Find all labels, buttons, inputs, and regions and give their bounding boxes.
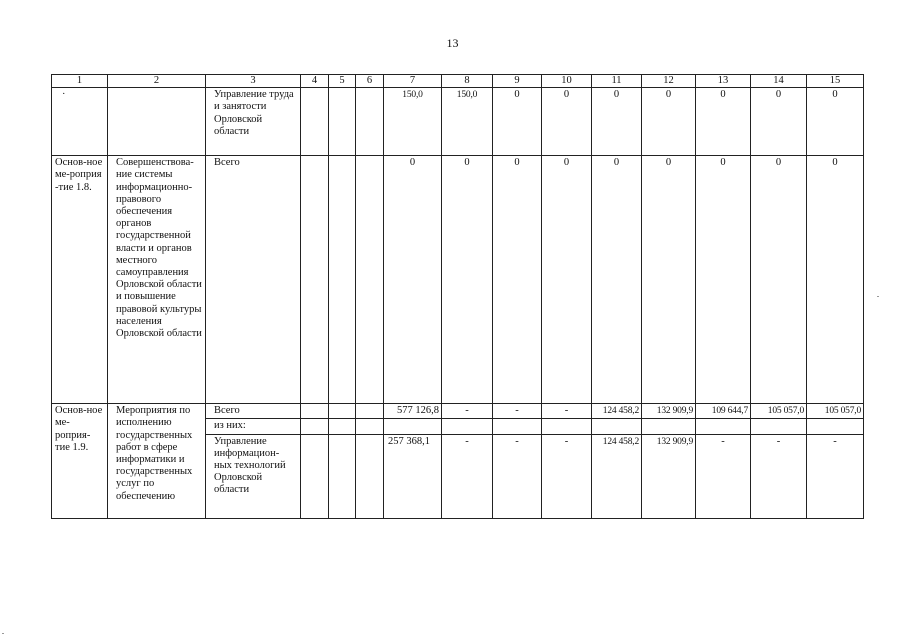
table-row [52,404,864,419]
value-cell: - [442,404,493,419]
value-cell: - [542,434,592,518]
executor-cell: Всего [206,404,301,419]
value-cell: 0 [807,88,864,156]
value-cell: 0 [642,156,696,404]
value-cell: - [542,404,592,419]
value-cell: 0 [542,88,592,156]
value-cell: 0 [592,88,642,156]
executor-cell: из них: [206,419,301,434]
table-row [52,88,864,156]
value-cell: 0 [542,156,592,404]
column-number: 4 [301,75,329,88]
value-cell: 0 [696,88,751,156]
value-cell: 0 [442,156,493,404]
value-cell: - [807,434,864,518]
value-cell: 124 458,2 [592,404,642,419]
executor-cell: Управление труда и занятости Орловской области [206,88,301,156]
value-cell: 105 057,0 [751,404,807,419]
column-number: 11 [592,75,642,88]
value-cell: 0 [642,88,696,156]
value-cell: 132 909,9 [642,404,696,419]
program-table [51,74,864,519]
value-cell: 0 [751,88,807,156]
event-name-cell: Совершенствова-ние системы информационно-правового обеспечения органов государственной власти и органов местного самоуправления Орловской области и повышение правовой культуры населения Орловской области [108,156,206,404]
executor-cell: Управление информацион-ных технологий Орловской области [206,434,301,518]
column-number: 8 [442,75,493,88]
column-number: 3 [206,75,301,88]
column-number: 7 [384,75,442,88]
value-cell: 577 126,8 [384,404,442,419]
value-cell: 109 644,7 [696,404,751,419]
value-cell: - [442,434,493,518]
value-cell: - [493,404,542,419]
column-number: 14 [751,75,807,88]
event-name-cell [108,88,206,156]
value-cell: 0 [493,88,542,156]
event-code-cell: Основ-ное ме-роприя-тие 1.9. [52,404,108,518]
event-code-cell: Основ-ное ме-роприя-тие 1.8. [52,156,108,404]
column-number: 15 [807,75,864,88]
value-cell: - [696,434,751,518]
value-cell: 150,0 [442,88,493,156]
value-cell: 105 057,0 [807,404,864,419]
value-cell: 0 [592,156,642,404]
column-number: 13 [696,75,751,88]
value-cell: 150,0 [384,88,442,156]
column-number: 9 [493,75,542,88]
value-cell: 124 458,2 [592,434,642,518]
column-number: 12 [642,75,696,88]
column-number: 6 [356,75,384,88]
value-cell: 0 [807,156,864,404]
column-number-row [52,75,864,88]
event-name-cell: Мероприятия по исполнению государственных работ в сфере информатики и государственных услуг по обеспечению [108,404,206,518]
column-number: 5 [329,75,356,88]
scan-speck [877,296,879,297]
column-number: 1 [52,75,108,88]
column-number: 10 [542,75,592,88]
value-cell: 0 [696,156,751,404]
page-number: 13 [446,36,459,50]
value-cell: 132 909,9 [642,434,696,518]
value-cell: 0 [493,156,542,404]
value-cell: 0 [751,156,807,404]
value-cell: 0 [384,156,442,404]
value-cell: - [493,434,542,518]
value-cell: - [751,434,807,518]
column-number: 2 [108,75,206,88]
executor-cell: Всего [206,156,301,404]
scan-speck [2,633,4,634]
value-cell: 257 368,1 [384,434,442,518]
event-code-cell: · [52,88,108,156]
table-row [52,156,864,404]
